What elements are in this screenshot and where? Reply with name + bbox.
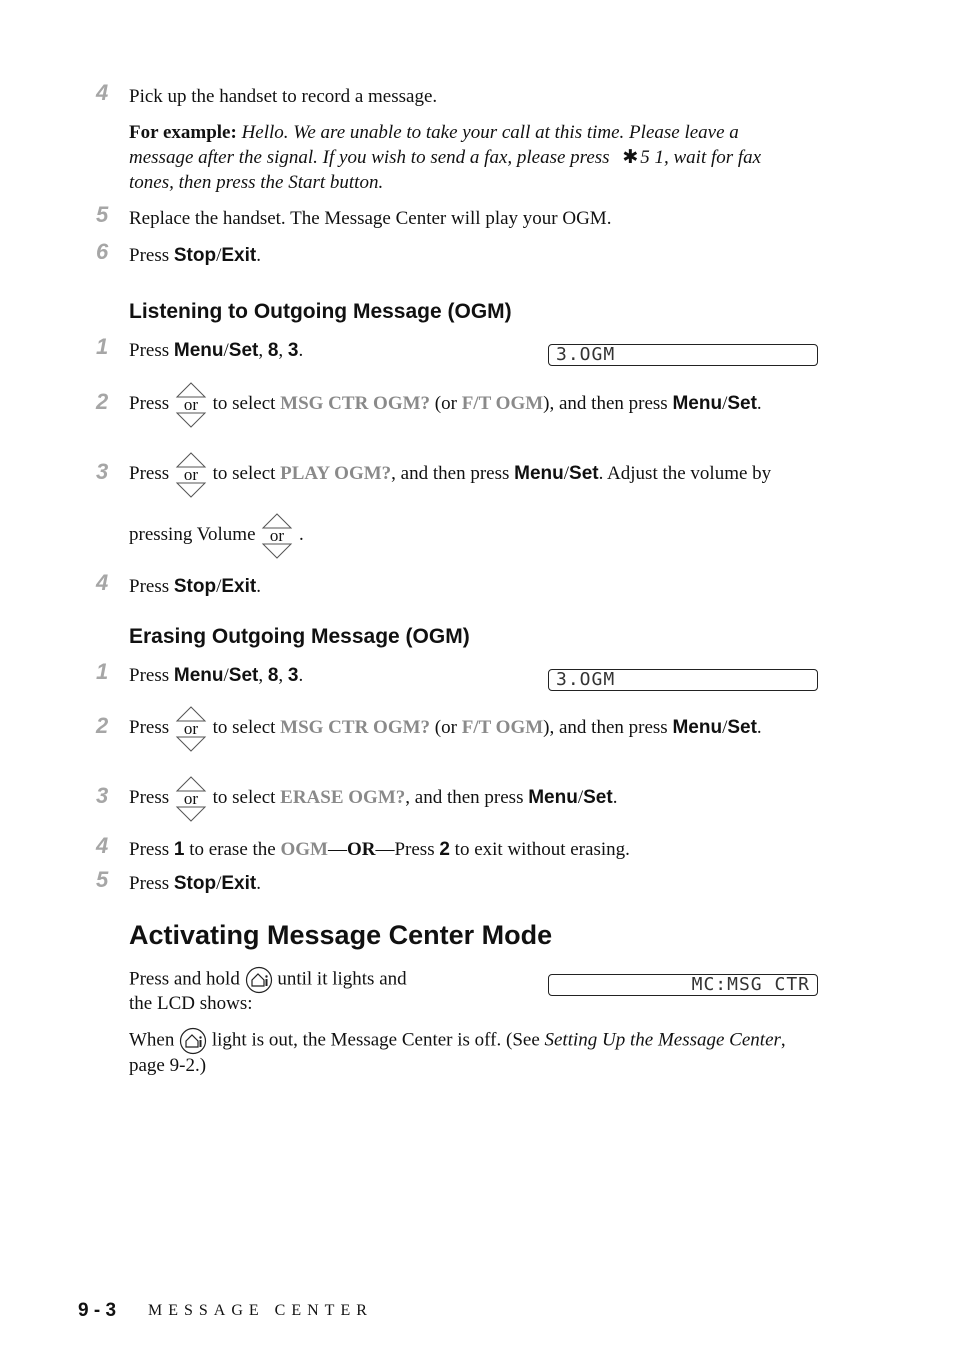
step-number: 4	[96, 80, 109, 105]
or-label: or	[183, 394, 198, 414]
step-number: 5	[96, 867, 109, 892]
step-number: 6	[96, 239, 109, 264]
step-number: 4	[96, 570, 109, 595]
up-down-arrow-key-icon	[174, 775, 208, 823]
message-center-key-icon	[245, 966, 273, 994]
step-text: Press Menu/Set, 8, 3.	[129, 340, 304, 361]
activating-line1: Press and hold until it lights and	[129, 966, 407, 994]
step-number: 4	[96, 833, 109, 858]
section-heading-erasing: Erasing Outgoing Message (OGM)	[129, 625, 470, 648]
up-down-arrow-key-icon	[174, 705, 208, 753]
step-number: 2	[96, 713, 109, 738]
svg-text:or: or	[183, 464, 198, 484]
lcd-display: 3.OGM	[548, 344, 818, 366]
step-number: 2	[96, 389, 109, 414]
step-number: 1	[96, 659, 109, 684]
step-text: Press or to select PLAY OGM?, and then press Menu/Set. Adjust the volume by	[129, 450, 771, 499]
example-line1: Hello. We are unable to take your call at this time. Please leave a	[241, 122, 739, 143]
step-text: Press or to select MSG CTR OGM? (or F/T OGM), and then press Menu/Set.	[129, 704, 762, 753]
lcd-display: MC:MSG CTR	[548, 974, 818, 996]
activating-when: When light is out, the Message Center is off. (See Setting Up the Message Center,	[129, 1027, 786, 1055]
message-center-key-icon	[179, 1027, 207, 1055]
up-down-arrow-key-icon	[174, 381, 208, 429]
activating-page-ref: page 9-2.)	[129, 1055, 207, 1076]
step-text: Press or to select MSG CTR OGM? (or F/T OGM), and then press Menu/Set.	[129, 380, 762, 429]
example-line3: tones, then press the Start button.	[129, 172, 384, 193]
lcd-display: 3.OGM	[548, 669, 818, 691]
volume-up-down-key-icon	[260, 512, 294, 560]
step-number: 3	[96, 783, 109, 808]
step-number: 5	[96, 202, 109, 227]
section-heading-listening: Listening to Outgoing Message (OGM)	[129, 300, 512, 323]
svg-text:or: or	[270, 525, 285, 545]
page-number: 9 - 3	[78, 1300, 117, 1321]
step-text: Press Stop/Exit.	[129, 873, 261, 894]
step-text: Press 1 to erase the OGM—OR—Press 2 to exit without erasing.	[129, 839, 630, 860]
step-text: Press Stop/Exit.	[129, 245, 261, 266]
step-text: Press or to select ERASE OGM?, and then press Menu/Set.	[129, 774, 617, 823]
up-down-arrow-key-icon	[174, 451, 208, 499]
svg-text:or: or	[183, 718, 198, 738]
step-text: pressing Volume or .	[129, 511, 304, 560]
step-text: Replace the handset. The Message Center will play your OGM.	[129, 208, 612, 229]
example-line2: message after the signal. If you wish to send a fax, please press ✱ 5 1, wait for fax	[129, 147, 762, 168]
step-text: Press Stop/Exit.	[129, 576, 261, 597]
cross-reference: Setting Up the Message Center	[544, 1029, 781, 1051]
step-text: Press Menu/Set, 8, 3.	[129, 665, 304, 686]
chapter-title: MESSAGE CENTER	[148, 1302, 373, 1319]
step-number: 1	[96, 334, 109, 359]
step-number: 3	[96, 459, 109, 484]
example-label: For example:	[129, 122, 237, 143]
step-text: Pick up the handset to record a message.	[129, 86, 438, 107]
star-key-icon: ✱	[622, 147, 639, 168]
svg-text:or: or	[183, 788, 198, 808]
example-paragraph	[129, 120, 739, 145]
activating-line2: the LCD shows:	[129, 993, 253, 1014]
section-heading-activating: Activating Message Center Mode	[129, 920, 553, 950]
